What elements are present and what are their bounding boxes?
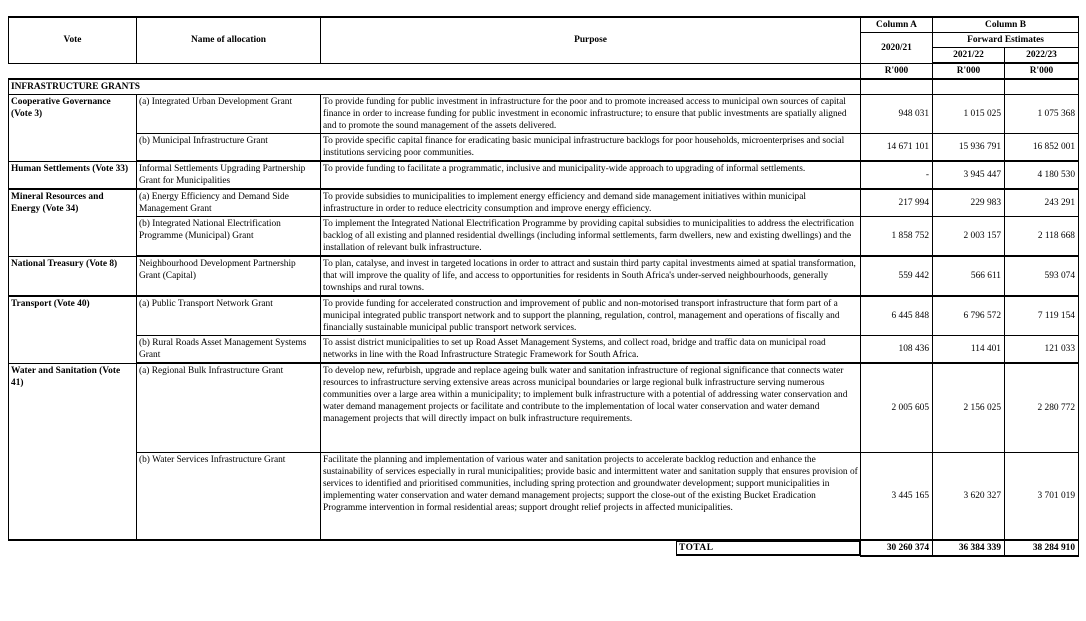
amount-2022-23: 16 852 001 [1005, 134, 1079, 162]
table-row [9, 256, 1079, 296]
amount-2021-22: 566 611 [933, 256, 1005, 296]
amount-2022-23: 2 118 668 [1005, 217, 1079, 257]
amount-2022-23: 1 075 368 [1005, 95, 1079, 134]
amount-2021-22: 3 620 327 [933, 453, 1005, 541]
amount-2020-21: 2 005 605 [861, 363, 933, 453]
table-row [9, 95, 1079, 134]
header-forward-estimates: Forward Estimates [933, 33, 1079, 48]
unit-label-b1: R'000 [933, 63, 1005, 79]
allocation-document [8, 16, 1078, 557]
header-year-b1: 2021/22 [933, 48, 1005, 64]
header-year-a: 2020/21 [861, 33, 933, 64]
amount-2022-23: 243 291 [1005, 189, 1079, 217]
amount-2021-22: 114 401 [933, 336, 1005, 364]
allocation-purpose: To provide funding to facilitate a programmatic, inclusive and municipality-wide approach to upgrading of informal settlements. [321, 161, 861, 189]
section-title: INFRASTRUCTURE GRANTS [9, 79, 861, 95]
total-label: TOTAL [676, 541, 860, 556]
table-row [9, 363, 1079, 453]
amount-2020-21: 3 445 165 [861, 453, 933, 541]
header-year-b2: 2022/23 [1005, 48, 1079, 64]
infrastructure-grants-table [8, 16, 1079, 557]
allocation-purpose: To assist district municipalities to set up Road Asset Management Systems, and collect road, bridge and traffic data on municipal road networks in line with the Road Infrastructure Strategic Framework for South Africa. [321, 336, 861, 364]
amount-2021-22: 1 015 025 [933, 95, 1005, 134]
amount-2022-23: 121 033 [1005, 336, 1079, 364]
amount-2021-22: 229 983 [933, 189, 1005, 217]
allocation-purpose: Facilitate the planning and implementation of various water and sanitation projects to accelerate backlog reduction and enhance the sustainability of services especially in rural municipalities; provide basic and intermittent water and sanitation supply that ensures provision of services to identified and prioritised communities, including spring protection and groundwater development; support municipalities in implementing water conservation and water demand management projects; support the close-out of the existing Bucket Eradication Programme intervention in formal residential areas; support drought relief projects in affected municipalities. [321, 453, 861, 541]
amount-2020-21: 559 442 [861, 256, 933, 296]
amount-2022-23: 593 074 [1005, 256, 1079, 296]
total-2022-23: 38 284 910 [1005, 540, 1079, 556]
allocation-name: (b) Rural Roads Asset Management Systems Grant [137, 336, 321, 364]
amount-2020-21: 6 445 848 [861, 296, 933, 336]
allocation-name: (a) Public Transport Network Grant [137, 296, 321, 336]
amount-2020-21: 1 858 752 [861, 217, 933, 257]
amount-2021-22: 6 796 572 [933, 296, 1005, 336]
allocation-purpose: To implement the Integrated National Electrification Programme by providing capital subsidies to municipalities to address the electrification backlog of all existing and planned residential dwellings (including informal settlements, farm dwellers, new and existing dwellings) and the installation of relevant bulk infrastructure. [321, 217, 861, 257]
table-row [9, 217, 1079, 257]
total-2021-22: 36 384 339 [933, 540, 1005, 556]
allocation-name: (a) Regional Bulk Infrastructure Grant [137, 363, 321, 453]
allocation-name: Neighbourhood Development Partnership Grant (Capital) [137, 256, 321, 296]
table-row [9, 161, 1079, 189]
vote-cell: Water and Sanitation (Vote 41) [9, 363, 137, 540]
vote-cell: Mineral Resources and Energy (Vote 34) [9, 189, 137, 256]
amount-2022-23: 7 119 154 [1005, 296, 1079, 336]
amount-2021-22: 3 945 447 [933, 161, 1005, 189]
allocation-purpose: To provide funding for accelerated construction and improvement of public and non-motorised transport infrastructure that form part of a municipal integrated public transport network and to support the planning, regulation, control, management and operations of fiscally and financially sustainable municipal public transport network services. [321, 296, 861, 336]
amount-2021-22: 15 936 791 [933, 134, 1005, 162]
vote-cell: Transport (Vote 40) [9, 296, 137, 363]
allocation-name: (b) Integrated National Electrification Programme (Municipal) Grant [137, 217, 321, 257]
vote-cell: Human Settlements (Vote 33) [9, 161, 137, 189]
header-column-a: Column A [861, 17, 933, 33]
allocation-name: (a) Energy Efficiency and Demand Side Management Grant [137, 189, 321, 217]
allocation-purpose: To plan, catalyse, and invest in targeted locations in order to attract and sustain third party capital investments aimed at spatial transformation, that will improve the quality of life, and access to opportunities for residents in South Africa's under-served neighbourhoods, generally townships and rural towns. [321, 256, 861, 296]
amount-2020-21: - [861, 161, 933, 189]
allocation-purpose: To develop new, refurbish, upgrade and replace ageing bulk water and sanitation infrastructure of regional significance that connects water resources to infrastructure serving extensive areas across municipal boundaries or large regional bulk infrastructure serving numerous communities over a large area within a municipality; to implement bulk infrastructure with a potential of addressing water conservation and water demand management projects or facilitate and contribute to the implementation of local water conservation and water demand management projects that will directly impact on bulk infrastructure requirements. [321, 363, 861, 453]
allocation-name: (b) Water Services Infrastructure Grant [137, 453, 321, 541]
table-row [9, 296, 1079, 336]
allocation-purpose: To provide subsidies to municipalities to implement energy efficiency and demand side management initiatives within municipal infrastructure in order to reduce electricity consumption and improve energy efficiency. [321, 189, 861, 217]
vote-cell: Cooperative Governance (Vote 3) [9, 95, 137, 162]
allocation-purpose: To provide specific capital finance for eradicating basic municipal infrastructure backlogs for poor households, microenterprises and social institutions servicing poor communities. [321, 134, 861, 162]
total-row [9, 540, 1079, 556]
amount-2020-21: 948 031 [861, 95, 933, 134]
vote-cell: National Treasury (Vote 8) [9, 256, 137, 296]
unit-label-b2: R'000 [1005, 63, 1079, 79]
table-row [9, 453, 1079, 541]
header-name-of-allocation: Name of allocation [137, 17, 321, 63]
allocation-purpose: To provide funding for public investment in infrastructure for the poor and to promote increased access to municipal own sources of capital finance in order to increase funding for public investment in economic infrastructure; to ensure that public investments are spatially aligned and to promote the sound management of the assets delivered. [321, 95, 861, 134]
header-purpose: Purpose [321, 17, 861, 63]
amount-2020-21: 217 994 [861, 189, 933, 217]
amount-2020-21: 14 671 101 [861, 134, 933, 162]
amount-2022-23: 3 701 019 [1005, 453, 1079, 541]
amount-2021-22: 2 003 157 [933, 217, 1005, 257]
table-row [9, 134, 1079, 162]
allocation-name: (a) Integrated Urban Development Grant [137, 95, 321, 134]
header-column-b: Column B [933, 17, 1079, 33]
table-body [9, 79, 1079, 556]
allocation-name: (b) Municipal Infrastructure Grant [137, 134, 321, 162]
amount-2021-22: 2 156 025 [933, 363, 1005, 453]
total-2020-21: 30 260 374 [861, 540, 933, 556]
allocation-name: Informal Settlements Upgrading Partnership Grant for Municipalities [137, 161, 321, 189]
unit-label-a: R'000 [861, 63, 933, 79]
amount-2022-23: 4 180 530 [1005, 161, 1079, 189]
header-vote: Vote [9, 17, 137, 63]
amount-2022-23: 2 280 772 [1005, 363, 1079, 453]
table-row [9, 336, 1079, 364]
amount-2020-21: 108 436 [861, 336, 933, 364]
table-row [9, 189, 1079, 217]
